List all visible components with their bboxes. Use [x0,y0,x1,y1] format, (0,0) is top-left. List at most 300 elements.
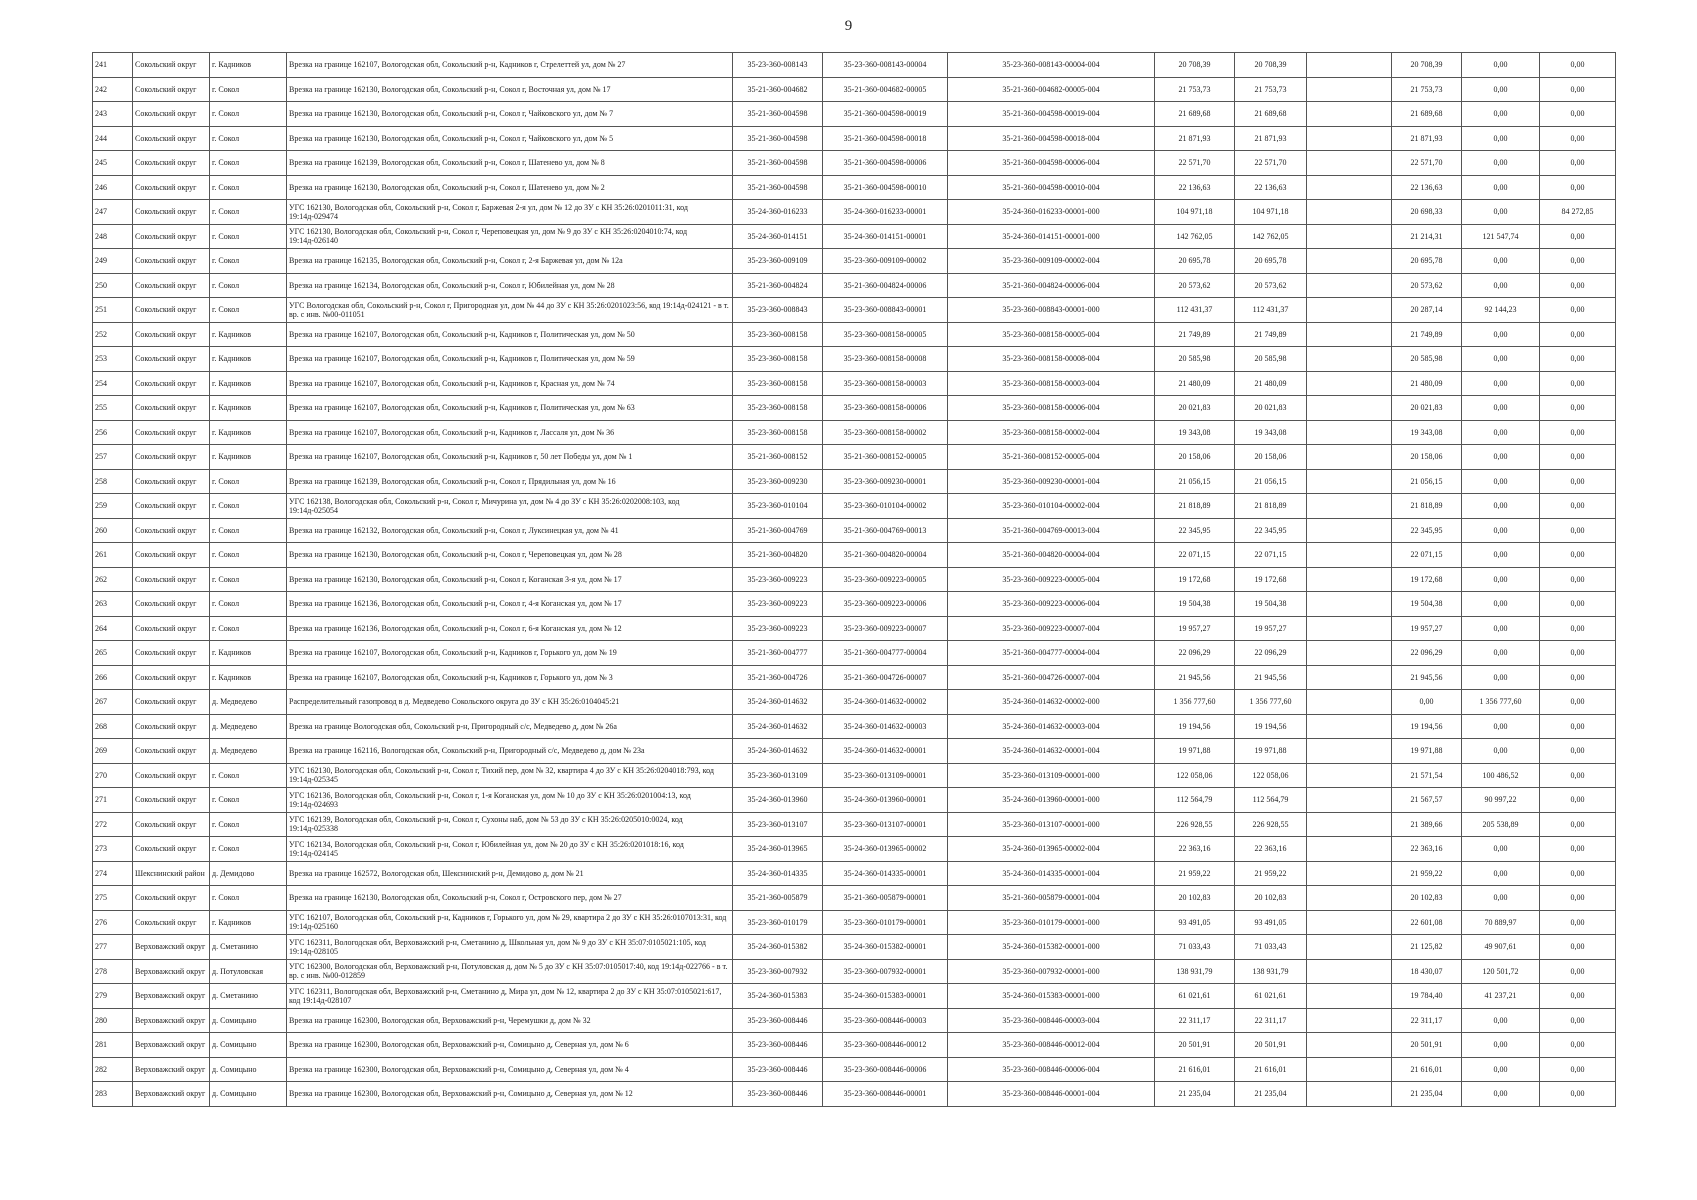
cell-locality: д. Сомицыно [210,1082,287,1107]
cell-cost-part-c: 0,00 [1540,690,1616,715]
cell-cost-total: 122 058,06 [1155,763,1235,788]
cell-cost-value: 21 689,68 [1235,102,1307,127]
cell-district: Сокольский округ [133,53,210,78]
cell-cost-part-c: 0,00 [1540,1008,1616,1033]
cell-cost-part-c: 0,00 [1540,935,1616,960]
cell-blank [1307,690,1392,715]
cell-object-code: 35-23-360-009230-00001 [823,469,948,494]
cell-object-code: 35-21-360-004769-00013 [823,518,948,543]
cell-cost-part-b: 0,00 [1462,420,1540,445]
cell-locality: г. Сокол [210,494,287,519]
cell-cost-value: 22 363,16 [1235,837,1307,862]
table-row [93,690,1616,715]
cell-cost-part-b: 0,00 [1462,567,1540,592]
cell-district: Сокольский округ [133,763,210,788]
cell-cost-total: 1 356 777,60 [1155,690,1235,715]
cell-cost-value: 21 945,56 [1235,665,1307,690]
cell-blank [1307,249,1392,274]
cell-cost-value: 22 571,70 [1235,151,1307,176]
cell-cost-total: 21 616,01 [1155,1057,1235,1082]
cell-cost-value: 20 585,98 [1235,347,1307,372]
cell-inventory-group: 35-23-360-009223 [733,592,823,617]
cell-cost-part-a: 20 573,62 [1392,273,1462,298]
cell-locality: г. Кадников [210,910,287,935]
cell-cost-part-b: 0,00 [1462,616,1540,641]
cell-row-number: 279 [93,984,133,1009]
cell-asset-code: 35-23-360-008158-00003-004 [948,371,1155,396]
cell-blank [1307,616,1392,641]
cell-asset-code: 35-23-360-010104-00002-004 [948,494,1155,519]
cell-cost-part-c: 0,00 [1540,518,1616,543]
cell-cost-part-a: 22 345,95 [1392,518,1462,543]
cell-object-code: 35-23-360-010179-00001 [823,910,948,935]
cell-blank [1307,53,1392,78]
cell-district: Сокольский округ [133,665,210,690]
cell-cost-part-a: 21 749,89 [1392,322,1462,347]
cell-cost-part-c: 0,00 [1540,396,1616,421]
cell-row-number: 276 [93,910,133,935]
cell-cost-value: 20 695,78 [1235,249,1307,274]
cell-cost-part-c: 0,00 [1540,641,1616,666]
cell-cost-part-c: 0,00 [1540,224,1616,249]
cell-cost-part-b: 41 237,21 [1462,984,1540,1009]
cell-district: Сокольский округ [133,788,210,813]
cell-locality: г. Сокол [210,102,287,127]
cell-locality: г. Сокол [210,886,287,911]
cell-cost-total: 20 585,98 [1155,347,1235,372]
cell-row-number: 259 [93,494,133,519]
cell-inventory-group: 35-21-360-004598 [733,151,823,176]
cell-object-code: 35-23-360-008446-00003 [823,1008,948,1033]
cell-district: Верховажский округ [133,1033,210,1058]
cell-cost-total: 19 172,68 [1155,567,1235,592]
cell-cost-part-a: 22 571,70 [1392,151,1462,176]
cell-object-description: Врезка на границе 162135, Вологодская обл, Сокольский р-н, Сокол г, 2-я Баржевая ул, дом № 12а [287,249,733,274]
cell-object-description: Врезка на границе 162300, Вологодская обл, Верховажский р-н, Черемушки д, дом № 32 [287,1008,733,1033]
cell-cost-part-a: 21 945,56 [1392,665,1462,690]
cell-district: Сокольский округ [133,322,210,347]
cell-locality: г. Кадников [210,420,287,445]
cell-cost-part-a: 19 172,68 [1392,567,1462,592]
cell-row-number: 262 [93,567,133,592]
cell-row-number: 282 [93,1057,133,1082]
cell-cost-part-c: 0,00 [1540,616,1616,641]
cell-inventory-group: 35-24-360-014632 [733,739,823,764]
cell-cost-value: 1 356 777,60 [1235,690,1307,715]
table-row [93,77,1616,102]
table-row [93,665,1616,690]
cell-cost-total: 19 194,56 [1155,714,1235,739]
cell-cost-value: 22 311,17 [1235,1008,1307,1033]
cell-inventory-group: 35-21-360-004769 [733,518,823,543]
cell-blank [1307,984,1392,1009]
cell-cost-total: 20 102,83 [1155,886,1235,911]
cell-object-code: 35-23-360-009223-00007 [823,616,948,641]
table-row [93,1057,1616,1082]
cell-inventory-group: 35-23-360-008143 [733,53,823,78]
cell-object-description: Врезка на границе 162130, Вологодская обл, Сокольский р-н, Сокол г, Чайковского ул, дом № 7 [287,102,733,127]
cell-row-number: 257 [93,445,133,470]
cell-district: Сокольский округ [133,518,210,543]
cell-inventory-group: 35-23-360-008158 [733,420,823,445]
table-row [93,53,1616,78]
cell-locality: г. Сокол [210,175,287,200]
cell-cost-part-c: 0,00 [1540,910,1616,935]
cell-inventory-group: 35-24-360-013965 [733,837,823,862]
cell-cost-part-c: 0,00 [1540,494,1616,519]
cell-cost-total: 93 491,05 [1155,910,1235,935]
cell-object-description: Врезка на границе 162136, Вологодская обл, Сокольский р-н, Сокол г, 6-я Коганская ул, дом № 12 [287,616,733,641]
cell-object-code: 35-24-360-014151-00001 [823,224,948,249]
cell-cost-part-a: 21 056,15 [1392,469,1462,494]
cell-cost-total: 20 501,91 [1155,1033,1235,1058]
cell-cost-part-b: 0,00 [1462,445,1540,470]
cell-blank [1307,739,1392,764]
cell-object-code: 35-24-360-015383-00001 [823,984,948,1009]
cell-cost-part-b: 0,00 [1462,1008,1540,1033]
table-row [93,616,1616,641]
cell-cost-value: 112 564,79 [1235,788,1307,813]
cell-blank [1307,151,1392,176]
cell-object-description: Врезка на границе 162107, Вологодская обл, Сокольский р-н, Кадников г, Горького ул, дом № 19 [287,641,733,666]
cell-row-number: 255 [93,396,133,421]
cell-cost-total: 21 945,56 [1155,665,1235,690]
cell-object-code: 35-24-360-013960-00001 [823,788,948,813]
cell-district: Сокольский округ [133,886,210,911]
cell-inventory-group: 35-24-360-015382 [733,935,823,960]
cell-cost-part-b: 0,00 [1462,371,1540,396]
cell-cost-part-a: 22 071,15 [1392,543,1462,568]
cell-asset-code: 35-21-360-004598-00019-004 [948,102,1155,127]
cell-inventory-group: 35-21-360-004598 [733,175,823,200]
cell-cost-part-b: 0,00 [1462,175,1540,200]
cell-cost-part-c: 0,00 [1540,886,1616,911]
cell-asset-code: 35-24-360-015382-00001-000 [948,935,1155,960]
cell-asset-code: 35-23-360-013107-00001-000 [948,812,1155,837]
cell-row-number: 260 [93,518,133,543]
cell-cost-part-c: 0,00 [1540,175,1616,200]
cell-cost-total: 138 931,79 [1155,959,1235,984]
cell-row-number: 270 [93,763,133,788]
cell-object-description: Врезка на границе 162107, Вологодская обл, Сокольский р-н, Кадников г, 50 лет Победы ул, дом № 1 [287,445,733,470]
cell-cost-part-a: 20 708,39 [1392,53,1462,78]
cell-cost-part-a: 20 287,14 [1392,298,1462,323]
cell-locality: г. Кадников [210,665,287,690]
table-row [93,371,1616,396]
cell-asset-code: 35-24-360-014632-00001-004 [948,739,1155,764]
cell-district: Сокольский округ [133,200,210,225]
cell-cost-value: 20 501,91 [1235,1033,1307,1058]
cell-object-description: Врезка на границе 162107, Вологодская обл, Сокольский р-н, Кадников г, Политическая ул, дом № 50 [287,322,733,347]
cell-inventory-group: 35-23-360-008158 [733,371,823,396]
cell-cost-part-c: 0,00 [1540,420,1616,445]
cell-cost-part-c: 0,00 [1540,445,1616,470]
cell-blank [1307,175,1392,200]
cell-cost-part-a: 20 695,78 [1392,249,1462,274]
cell-blank [1307,518,1392,543]
cell-inventory-group: 35-23-360-008446 [733,1082,823,1107]
cell-row-number: 245 [93,151,133,176]
cell-inventory-group: 35-23-360-008158 [733,322,823,347]
cell-object-code: 35-21-360-004598-00019 [823,102,948,127]
cell-locality: г. Кадников [210,371,287,396]
cell-cost-total: 19 504,38 [1155,592,1235,617]
table-row [93,959,1616,984]
cell-object-code: 35-23-360-007932-00001 [823,959,948,984]
cell-cost-part-c: 0,00 [1540,298,1616,323]
cell-cost-part-c: 0,00 [1540,322,1616,347]
cell-object-description: Врезка на границе 162130, Вологодская обл, Сокольский р-н, Сокол г, Восточная ул, дом № 17 [287,77,733,102]
cell-blank [1307,347,1392,372]
cell-blank [1307,494,1392,519]
cell-cost-part-a: 19 343,08 [1392,420,1462,445]
cell-cost-part-c: 0,00 [1540,102,1616,127]
cell-object-description: УГС 162130, Вологодская обл, Сокольский р-н, Сокол г, Череповецкая ул, дом № 9 до ЗУ с КН 35:26:0204010:74, код 19:14д-026140 [287,224,733,249]
cell-object-code: 35-21-360-004598-00018 [823,126,948,151]
cell-blank [1307,714,1392,739]
cell-object-description: Врезка на границе 162300, Вологодская обл, Верховажский р-н, Сомицыно д, Северная ул, дом № 6 [287,1033,733,1058]
cell-row-number: 253 [93,347,133,372]
cell-object-description: Врезка на границе 162130, Вологодская обл, Сокольский р-н, Сокол г, Череповецкая ул, дом № 28 [287,543,733,568]
cell-object-description: УГС 162107, Вологодская обл, Сокольский р-н, Кадников г, Горького ул, дом № 29, квартира 2 до ЗУ с КН 35:26:0107013:31, код 19:14д-025160 [287,910,733,935]
cell-row-number: 256 [93,420,133,445]
cell-cost-part-b: 0,00 [1462,200,1540,225]
cell-row-number: 242 [93,77,133,102]
cell-asset-code: 35-23-360-008158-00002-004 [948,420,1155,445]
cell-object-code: 35-23-360-008843-00001 [823,298,948,323]
cell-cost-total: 22 363,16 [1155,837,1235,862]
cell-cost-total: 142 762,05 [1155,224,1235,249]
cell-object-description: Врезка на границе 162139, Вологодская обл, Сокольский р-н, Сокол г, Прядильная ул, дом № 16 [287,469,733,494]
cell-object-description: Врезка на границе 162130, Вологодская обл, Сокольский р-н, Сокол г, Шатенево ул, дом № 2 [287,175,733,200]
cell-locality: г. Сокол [210,151,287,176]
cell-cost-part-c: 0,00 [1540,665,1616,690]
cell-object-description: УГС 162311, Вологодская обл, Верховажский р-н, Сметанино д, Школьная ул, дом № 9 до ЗУ с КН 35:07:0105021:105, код 19:14д-028105 [287,935,733,960]
cell-object-code: 35-24-360-013965-00002 [823,837,948,862]
cell-locality: д. Медведево [210,714,287,739]
cell-blank [1307,1082,1392,1107]
cell-inventory-group: 35-24-360-014335 [733,861,823,886]
cell-cost-total: 20 573,62 [1155,273,1235,298]
cell-row-number: 273 [93,837,133,862]
cell-district: Сокольский округ [133,298,210,323]
cell-inventory-group: 35-23-360-008843 [733,298,823,323]
cell-cost-part-a: 21 214,31 [1392,224,1462,249]
cell-blank [1307,567,1392,592]
cell-cost-value: 21 616,01 [1235,1057,1307,1082]
cell-district: Сокольский округ [133,690,210,715]
cell-cost-part-b: 70 889,97 [1462,910,1540,935]
cell-cost-total: 112 564,79 [1155,788,1235,813]
table-row [93,322,1616,347]
cell-row-number: 275 [93,886,133,911]
cell-cost-total: 104 971,18 [1155,200,1235,225]
cell-cost-part-a: 20 501,91 [1392,1033,1462,1058]
cell-district: Сокольский округ [133,420,210,445]
cell-cost-part-a: 19 971,88 [1392,739,1462,764]
cell-object-description: УГС 162130, Вологодская обл, Сокольский р-н, Сокол г, Баржевая 2-я ул, дом № 12 до ЗУ с КН 35:26:0201011:31, код 19:14д-029474 [287,200,733,225]
cell-cost-part-c: 0,00 [1540,1033,1616,1058]
cell-district: Сокольский округ [133,151,210,176]
cell-cost-part-c: 0,00 [1540,1082,1616,1107]
cell-locality: г. Сокол [210,788,287,813]
cell-object-description: Врезка на границе 162107, Вологодская обл, Сокольский р-н, Кадников г, Красная ул, дом № 74 [287,371,733,396]
cell-locality: г. Сокол [210,273,287,298]
cell-blank [1307,469,1392,494]
cell-object-description: УГС 162139, Вологодская обл, Сокольский р-н, Сокол г, Сухоны наб, дом № 53 до ЗУ с КН 35:26:0205010:0024, код 19:14д-025338 [287,812,733,837]
cell-inventory-group: 35-23-360-013109 [733,763,823,788]
cell-cost-part-c: 0,00 [1540,739,1616,764]
cell-cost-value: 21 959,22 [1235,861,1307,886]
table-row [93,592,1616,617]
cell-asset-code: 35-23-360-008446-00012-004 [948,1033,1155,1058]
cell-blank [1307,224,1392,249]
cell-row-number: 244 [93,126,133,151]
cell-row-number: 271 [93,788,133,813]
cell-object-code: 35-23-360-008446-00006 [823,1057,948,1082]
table-row [93,347,1616,372]
cell-locality: г. Сокол [210,224,287,249]
cell-cost-total: 21 871,93 [1155,126,1235,151]
cell-object-code: 35-23-360-009223-00006 [823,592,948,617]
cell-object-code: 35-24-360-014632-00001 [823,739,948,764]
cell-cost-part-a: 21 871,93 [1392,126,1462,151]
cell-blank [1307,543,1392,568]
cell-blank [1307,200,1392,225]
cell-row-number: 252 [93,322,133,347]
cell-inventory-group: 35-23-360-013107 [733,812,823,837]
cell-blank [1307,102,1392,127]
cell-asset-code: 35-24-360-013965-00002-004 [948,837,1155,862]
cell-cost-value: 20 102,83 [1235,886,1307,911]
cell-row-number: 263 [93,592,133,617]
cell-asset-code: 35-21-360-004820-00004-004 [948,543,1155,568]
cell-blank [1307,1057,1392,1082]
cell-inventory-group: 35-23-360-008158 [733,396,823,421]
cell-cost-total: 22 345,95 [1155,518,1235,543]
cell-asset-code: 35-23-360-010179-00001-000 [948,910,1155,935]
cell-cost-total: 22 311,17 [1155,1008,1235,1033]
cell-inventory-group: 35-23-360-008158 [733,347,823,372]
cell-cost-total: 20 708,39 [1155,53,1235,78]
cell-blank [1307,396,1392,421]
cell-cost-total: 21 480,09 [1155,371,1235,396]
cell-cost-part-a: 20 158,06 [1392,445,1462,470]
cell-asset-code: 35-23-360-008446-00006-004 [948,1057,1155,1082]
cell-cost-part-a: 21 818,89 [1392,494,1462,519]
table-row [93,567,1616,592]
cell-cost-part-b: 0,00 [1462,1082,1540,1107]
table-row [93,910,1616,935]
cell-inventory-group: 35-23-360-009223 [733,567,823,592]
cell-locality: д. Сомицыно [210,1008,287,1033]
cell-row-number: 283 [93,1082,133,1107]
cell-blank [1307,1008,1392,1033]
table-row [93,249,1616,274]
cell-asset-code: 35-24-360-014335-00001-004 [948,861,1155,886]
cell-cost-part-a: 19 194,56 [1392,714,1462,739]
cell-row-number: 264 [93,616,133,641]
cell-locality: г. Сокол [210,518,287,543]
cell-object-description: УГС 162138, Вологодская обл, Сокольский р-н, Сокол г, Мичурина ул, дом № 4 до ЗУ с КН 35:26:0202008:103, код 19:14д-025054 [287,494,733,519]
cell-cost-value: 21 753,73 [1235,77,1307,102]
cell-cost-value: 20 021,83 [1235,396,1307,421]
cell-asset-code: 35-23-360-008158-00005-004 [948,322,1155,347]
cell-object-description: Врезка на границе 162107, Вологодская обл, Сокольский р-н, Кадников г, Политическая ул, дом № 59 [287,347,733,372]
table-row [93,396,1616,421]
cell-asset-code: 35-21-360-008152-00005-004 [948,445,1155,470]
cell-cost-total: 19 971,88 [1155,739,1235,764]
cell-district: Верховажский округ [133,935,210,960]
cell-cost-part-b: 0,00 [1462,641,1540,666]
cell-inventory-group: 35-23-360-010179 [733,910,823,935]
cell-blank [1307,322,1392,347]
cell-cost-part-c: 0,00 [1540,984,1616,1009]
cell-locality: г. Кадников [210,53,287,78]
cell-district: Сокольский округ [133,567,210,592]
cell-object-description: Врезка на границе 162107, Вологодская обл, Сокольский р-н, Кадников г, Политическая ул, дом № 63 [287,396,733,421]
cell-cost-part-c: 0,00 [1540,273,1616,298]
cell-cost-part-a: 21 959,22 [1392,861,1462,886]
cell-object-code: 35-23-360-008158-00006 [823,396,948,421]
cell-blank [1307,910,1392,935]
cell-cost-value: 104 971,18 [1235,200,1307,225]
cell-row-number: 281 [93,1033,133,1058]
cell-locality: г. Сокол [210,763,287,788]
cell-inventory-group: 35-21-360-004777 [733,641,823,666]
cell-cost-part-a: 21 616,01 [1392,1057,1462,1082]
cell-district: Сокольский округ [133,592,210,617]
table-row [93,298,1616,323]
cell-cost-part-a: 21 389,66 [1392,812,1462,837]
cell-locality: г. Кадников [210,347,287,372]
table-row [93,445,1616,470]
cell-object-code: 35-23-360-008446-00012 [823,1033,948,1058]
cell-inventory-group: 35-23-360-010104 [733,494,823,519]
cell-locality: г. Кадников [210,396,287,421]
cell-object-description: Врезка на границе 162572, Вологодская обл, Шекснинский р-н, Демидово д, дом № 21 [287,861,733,886]
cell-district: Сокольский округ [133,102,210,127]
cell-cost-total: 21 235,04 [1155,1082,1235,1107]
cell-locality: г. Сокол [210,812,287,837]
cell-locality: г. Сокол [210,469,287,494]
cell-cost-part-a: 20 698,33 [1392,200,1462,225]
cell-cost-part-a: 21 689,68 [1392,102,1462,127]
cell-locality: д. Медведево [210,739,287,764]
cell-cost-value: 112 431,37 [1235,298,1307,323]
cell-object-description: Врезка на границе 162132, Вологодская обл, Сокольский р-н, Сокол г, Луксинецкая ул, дом № 41 [287,518,733,543]
cell-blank [1307,298,1392,323]
cell-inventory-group: 35-21-360-004726 [733,665,823,690]
cell-district: Сокольский округ [133,616,210,641]
cell-blank [1307,420,1392,445]
table-row [93,935,1616,960]
cell-district: Сокольский округ [133,812,210,837]
cell-cost-part-c: 0,00 [1540,837,1616,862]
cell-object-description: Врезка на границе 162107, Вологодская обл, Сокольский р-н, Кадников г, Горького ул, дом № 3 [287,665,733,690]
cell-cost-part-b: 0,00 [1462,1033,1540,1058]
cell-asset-code: 35-24-360-013960-00001-000 [948,788,1155,813]
cell-blank [1307,935,1392,960]
cell-cost-part-b: 0,00 [1462,518,1540,543]
cell-object-description: УГС 162311, Вологодская обл, Верховажский р-н, Сметанино д, Мира ул, дом № 12, квартира 2 до ЗУ с КН 35:07:0105021:617, код 19:14д-028107 [287,984,733,1009]
cell-row-number: 278 [93,959,133,984]
cell-object-description: Врезка на границе 162134, Вологодская обл, Сокольский р-н, Сокол г, Юбилейная ул, дом № 28 [287,273,733,298]
cell-inventory-group: 35-24-360-013960 [733,788,823,813]
cell-district: Шекснинский район [133,861,210,886]
cell-locality: д. Сметанино [210,935,287,960]
cell-cost-total: 21 753,73 [1155,77,1235,102]
